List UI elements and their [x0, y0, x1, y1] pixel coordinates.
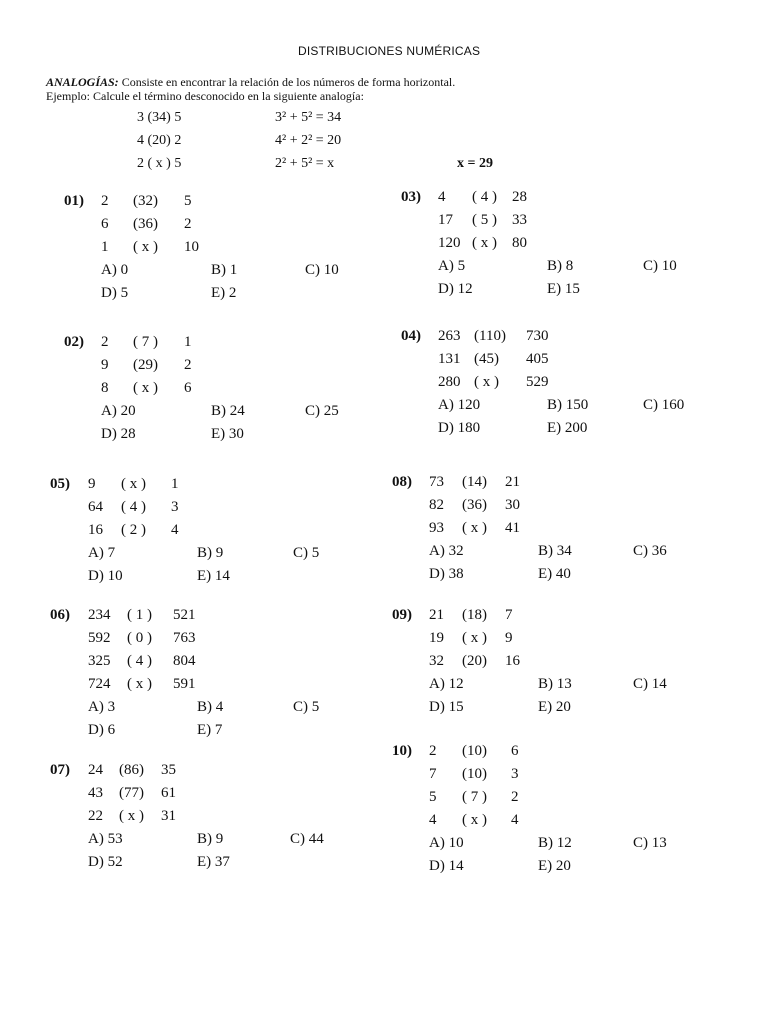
left-term: 592	[88, 630, 111, 646]
left-term: 120	[438, 235, 461, 251]
answer-option-e: E) 15	[547, 281, 580, 297]
left-term: 263	[438, 328, 461, 344]
example-right-1: 4² + 2² = 20	[275, 133, 342, 148]
middle-term: ( 4 )	[472, 189, 497, 205]
right-term: 80	[512, 235, 527, 251]
middle-term: ( x )	[462, 520, 487, 536]
example-left-1: 4 (20) 2	[137, 133, 182, 148]
intro-definition	[46, 75, 455, 89]
answer-option-e: E) 200	[547, 420, 588, 436]
answer-option-c: C) 10	[305, 262, 339, 278]
right-term: 6	[184, 380, 192, 396]
right-term: 1	[184, 334, 192, 350]
right-term: 33	[512, 212, 527, 228]
right-term: 591	[173, 676, 196, 692]
answer-option-c: C) 5	[293, 545, 320, 561]
answer-option-a: A) 0	[101, 262, 129, 278]
problem-number: 03)	[401, 189, 421, 205]
middle-term: (36)	[133, 216, 158, 232]
answer-option-e: E) 30	[211, 426, 244, 442]
problem-number: 09)	[392, 607, 412, 623]
left-term: 7	[429, 766, 437, 782]
answer-option-a: A) 20	[101, 403, 136, 419]
answer-option-e: E) 40	[538, 566, 571, 582]
middle-term: (32)	[133, 193, 158, 209]
right-term: 9	[505, 630, 513, 646]
right-term: 16	[505, 653, 520, 669]
middle-term: (77)	[119, 785, 144, 801]
answer-option-d: D) 38	[429, 566, 464, 582]
answer-option-c: C) 25	[305, 403, 339, 419]
answer-option-e: E) 2	[211, 285, 237, 301]
middle-term: ( x )	[133, 380, 158, 396]
middle-term: ( 4 )	[127, 653, 152, 669]
right-term: 3	[511, 766, 519, 782]
middle-term: ( x )	[119, 808, 144, 824]
answer-option-a: A) 53	[88, 831, 123, 847]
right-term: 35	[161, 762, 176, 778]
intro-term: ANALOGÍAS:	[46, 75, 119, 89]
left-term: 2	[101, 193, 109, 209]
left-term: 4	[438, 189, 446, 205]
right-term: 1	[171, 476, 179, 492]
middle-term: (20)	[462, 653, 487, 669]
middle-term: ( 1 )	[127, 607, 152, 623]
middle-term: (29)	[133, 357, 158, 373]
left-term: 32	[429, 653, 444, 669]
middle-term: ( 2 )	[121, 522, 146, 538]
left-term: 2	[429, 743, 437, 759]
problem-number: 05)	[50, 476, 70, 492]
answer-option-b: B) 24	[211, 403, 245, 419]
right-term: 41	[505, 520, 520, 536]
problem-number: 06)	[50, 607, 70, 623]
answer-option-e: E) 7	[197, 722, 223, 738]
right-term: 4	[511, 812, 519, 828]
right-term: 2	[184, 357, 192, 373]
answer-option-c: C) 14	[633, 676, 667, 692]
problem-number: 10)	[392, 743, 412, 759]
right-term: 4	[171, 522, 179, 538]
answer-option-b: B) 9	[197, 831, 224, 847]
answer-option-a: A) 7	[88, 545, 116, 561]
left-term: 93	[429, 520, 444, 536]
middle-term: ( x )	[474, 374, 499, 390]
problem-number: 08)	[392, 474, 412, 490]
right-term: 405	[526, 351, 549, 367]
left-term: 64	[88, 499, 103, 515]
answer-option-a: A) 12	[429, 676, 464, 692]
problem-number: 07)	[50, 762, 70, 778]
right-term: 5	[184, 193, 192, 209]
left-term: 8	[101, 380, 109, 396]
answer-option-d: D) 52	[88, 854, 123, 870]
answer-option-c: C) 44	[290, 831, 324, 847]
example-result: x = 29	[457, 156, 493, 171]
right-term: 30	[505, 497, 520, 513]
right-term: 730	[526, 328, 549, 344]
middle-term: (45)	[474, 351, 499, 367]
answer-option-c: C) 36	[633, 543, 667, 559]
middle-term: ( x )	[127, 676, 152, 692]
left-term: 43	[88, 785, 103, 801]
middle-term: ( x )	[462, 812, 487, 828]
left-term: 1	[101, 239, 109, 255]
middle-term: (86)	[119, 762, 144, 778]
middle-term: (14)	[462, 474, 487, 490]
answer-option-c: C) 5	[293, 699, 320, 715]
middle-term: ( 4 )	[121, 499, 146, 515]
answer-option-b: B) 1	[211, 262, 238, 278]
answer-option-d: D) 15	[429, 699, 464, 715]
example-right-0: 3² + 5² = 34	[275, 110, 342, 125]
answer-option-b: B) 12	[538, 835, 572, 851]
right-term: 763	[173, 630, 196, 646]
answer-option-d: D) 6	[88, 722, 116, 738]
answer-option-e: E) 20	[538, 699, 571, 715]
answer-option-b: B) 9	[197, 545, 224, 561]
example-left-2: 2 ( x ) 5	[137, 156, 182, 171]
middle-term: ( 5 )	[472, 212, 497, 228]
right-term: 7	[505, 607, 513, 623]
left-term: 234	[88, 607, 111, 623]
right-term: 3	[171, 499, 179, 515]
answer-option-c: C) 13	[633, 835, 667, 851]
right-term: 2	[511, 789, 519, 805]
right-term: 10	[184, 239, 199, 255]
right-term: 61	[161, 785, 176, 801]
intro-example-line: Ejemplo: Calcule el término desconocido en la siguiente analogía:	[46, 89, 364, 103]
right-term: 2	[184, 216, 192, 232]
left-term: 73	[429, 474, 444, 490]
answer-option-d: D) 14	[429, 858, 464, 874]
answer-option-a: A) 120	[438, 397, 481, 413]
left-term: 21	[429, 607, 444, 623]
answer-option-b: B) 150	[547, 397, 589, 413]
left-term: 325	[88, 653, 111, 669]
answer-option-a: A) 10	[429, 835, 464, 851]
right-term: 31	[161, 808, 176, 824]
answer-option-d: D) 5	[101, 285, 129, 301]
answer-option-e: E) 14	[197, 568, 230, 584]
answer-option-b: B) 8	[547, 258, 574, 274]
left-term: 16	[88, 522, 103, 538]
middle-term: ( x )	[462, 630, 487, 646]
left-term: 280	[438, 374, 461, 390]
middle-term: ( x )	[121, 476, 146, 492]
left-term: 2	[101, 334, 109, 350]
right-term: 521	[173, 607, 196, 623]
answer-option-b: B) 34	[538, 543, 572, 559]
example-left-0: 3 (34) 5	[137, 110, 182, 125]
answer-option-d: D) 28	[101, 426, 136, 442]
intro-definition-text: Consiste en encontrar la relación de los números de forma horizontal.	[118, 75, 456, 89]
example-right-2: 2² + 5² = x	[275, 156, 335, 171]
left-term: 724	[88, 676, 111, 692]
problem-number: 01)	[64, 193, 84, 209]
middle-term: (18)	[462, 607, 487, 623]
problem-number: 04)	[401, 328, 421, 344]
answer-option-d: D) 10	[88, 568, 123, 584]
answer-option-a: A) 3	[88, 699, 116, 715]
left-term: 19	[429, 630, 444, 646]
left-term: 24	[88, 762, 103, 778]
left-term: 4	[429, 812, 437, 828]
right-term: 529	[526, 374, 549, 390]
answer-option-c: C) 160	[643, 397, 685, 413]
right-term: 28	[512, 189, 527, 205]
answer-option-e: E) 37	[197, 854, 230, 870]
page-title: DISTRIBUCIONES NUMÉRICAS	[298, 44, 481, 58]
right-term: 21	[505, 474, 520, 490]
middle-term: (10)	[462, 766, 487, 782]
left-term: 17	[438, 212, 453, 228]
middle-term: (36)	[462, 497, 487, 513]
right-term: 804	[173, 653, 196, 669]
right-term: 6	[511, 743, 519, 759]
left-term: 22	[88, 808, 103, 824]
answer-option-a: A) 5	[438, 258, 466, 274]
middle-term: (110)	[474, 328, 506, 344]
middle-term: (10)	[462, 743, 487, 759]
answer-option-e: E) 20	[538, 858, 571, 874]
left-term: 82	[429, 497, 444, 513]
left-term: 6	[101, 216, 109, 232]
middle-term: ( 0 )	[127, 630, 152, 646]
answer-option-d: D) 12	[438, 281, 473, 297]
middle-term: ( x )	[133, 239, 158, 255]
answer-option-b: B) 4	[197, 699, 224, 715]
answer-option-b: B) 13	[538, 676, 572, 692]
left-term: 131	[438, 351, 461, 367]
middle-term: ( 7 )	[133, 334, 158, 350]
left-term: 9	[101, 357, 109, 373]
problem-number: 02)	[64, 334, 84, 350]
left-term: 9	[88, 476, 96, 492]
answer-option-a: A) 32	[429, 543, 464, 559]
middle-term: ( x )	[472, 235, 497, 251]
middle-term: ( 7 )	[462, 789, 487, 805]
answer-option-d: D) 180	[438, 420, 481, 436]
left-term: 5	[429, 789, 437, 805]
answer-option-c: C) 10	[643, 258, 677, 274]
